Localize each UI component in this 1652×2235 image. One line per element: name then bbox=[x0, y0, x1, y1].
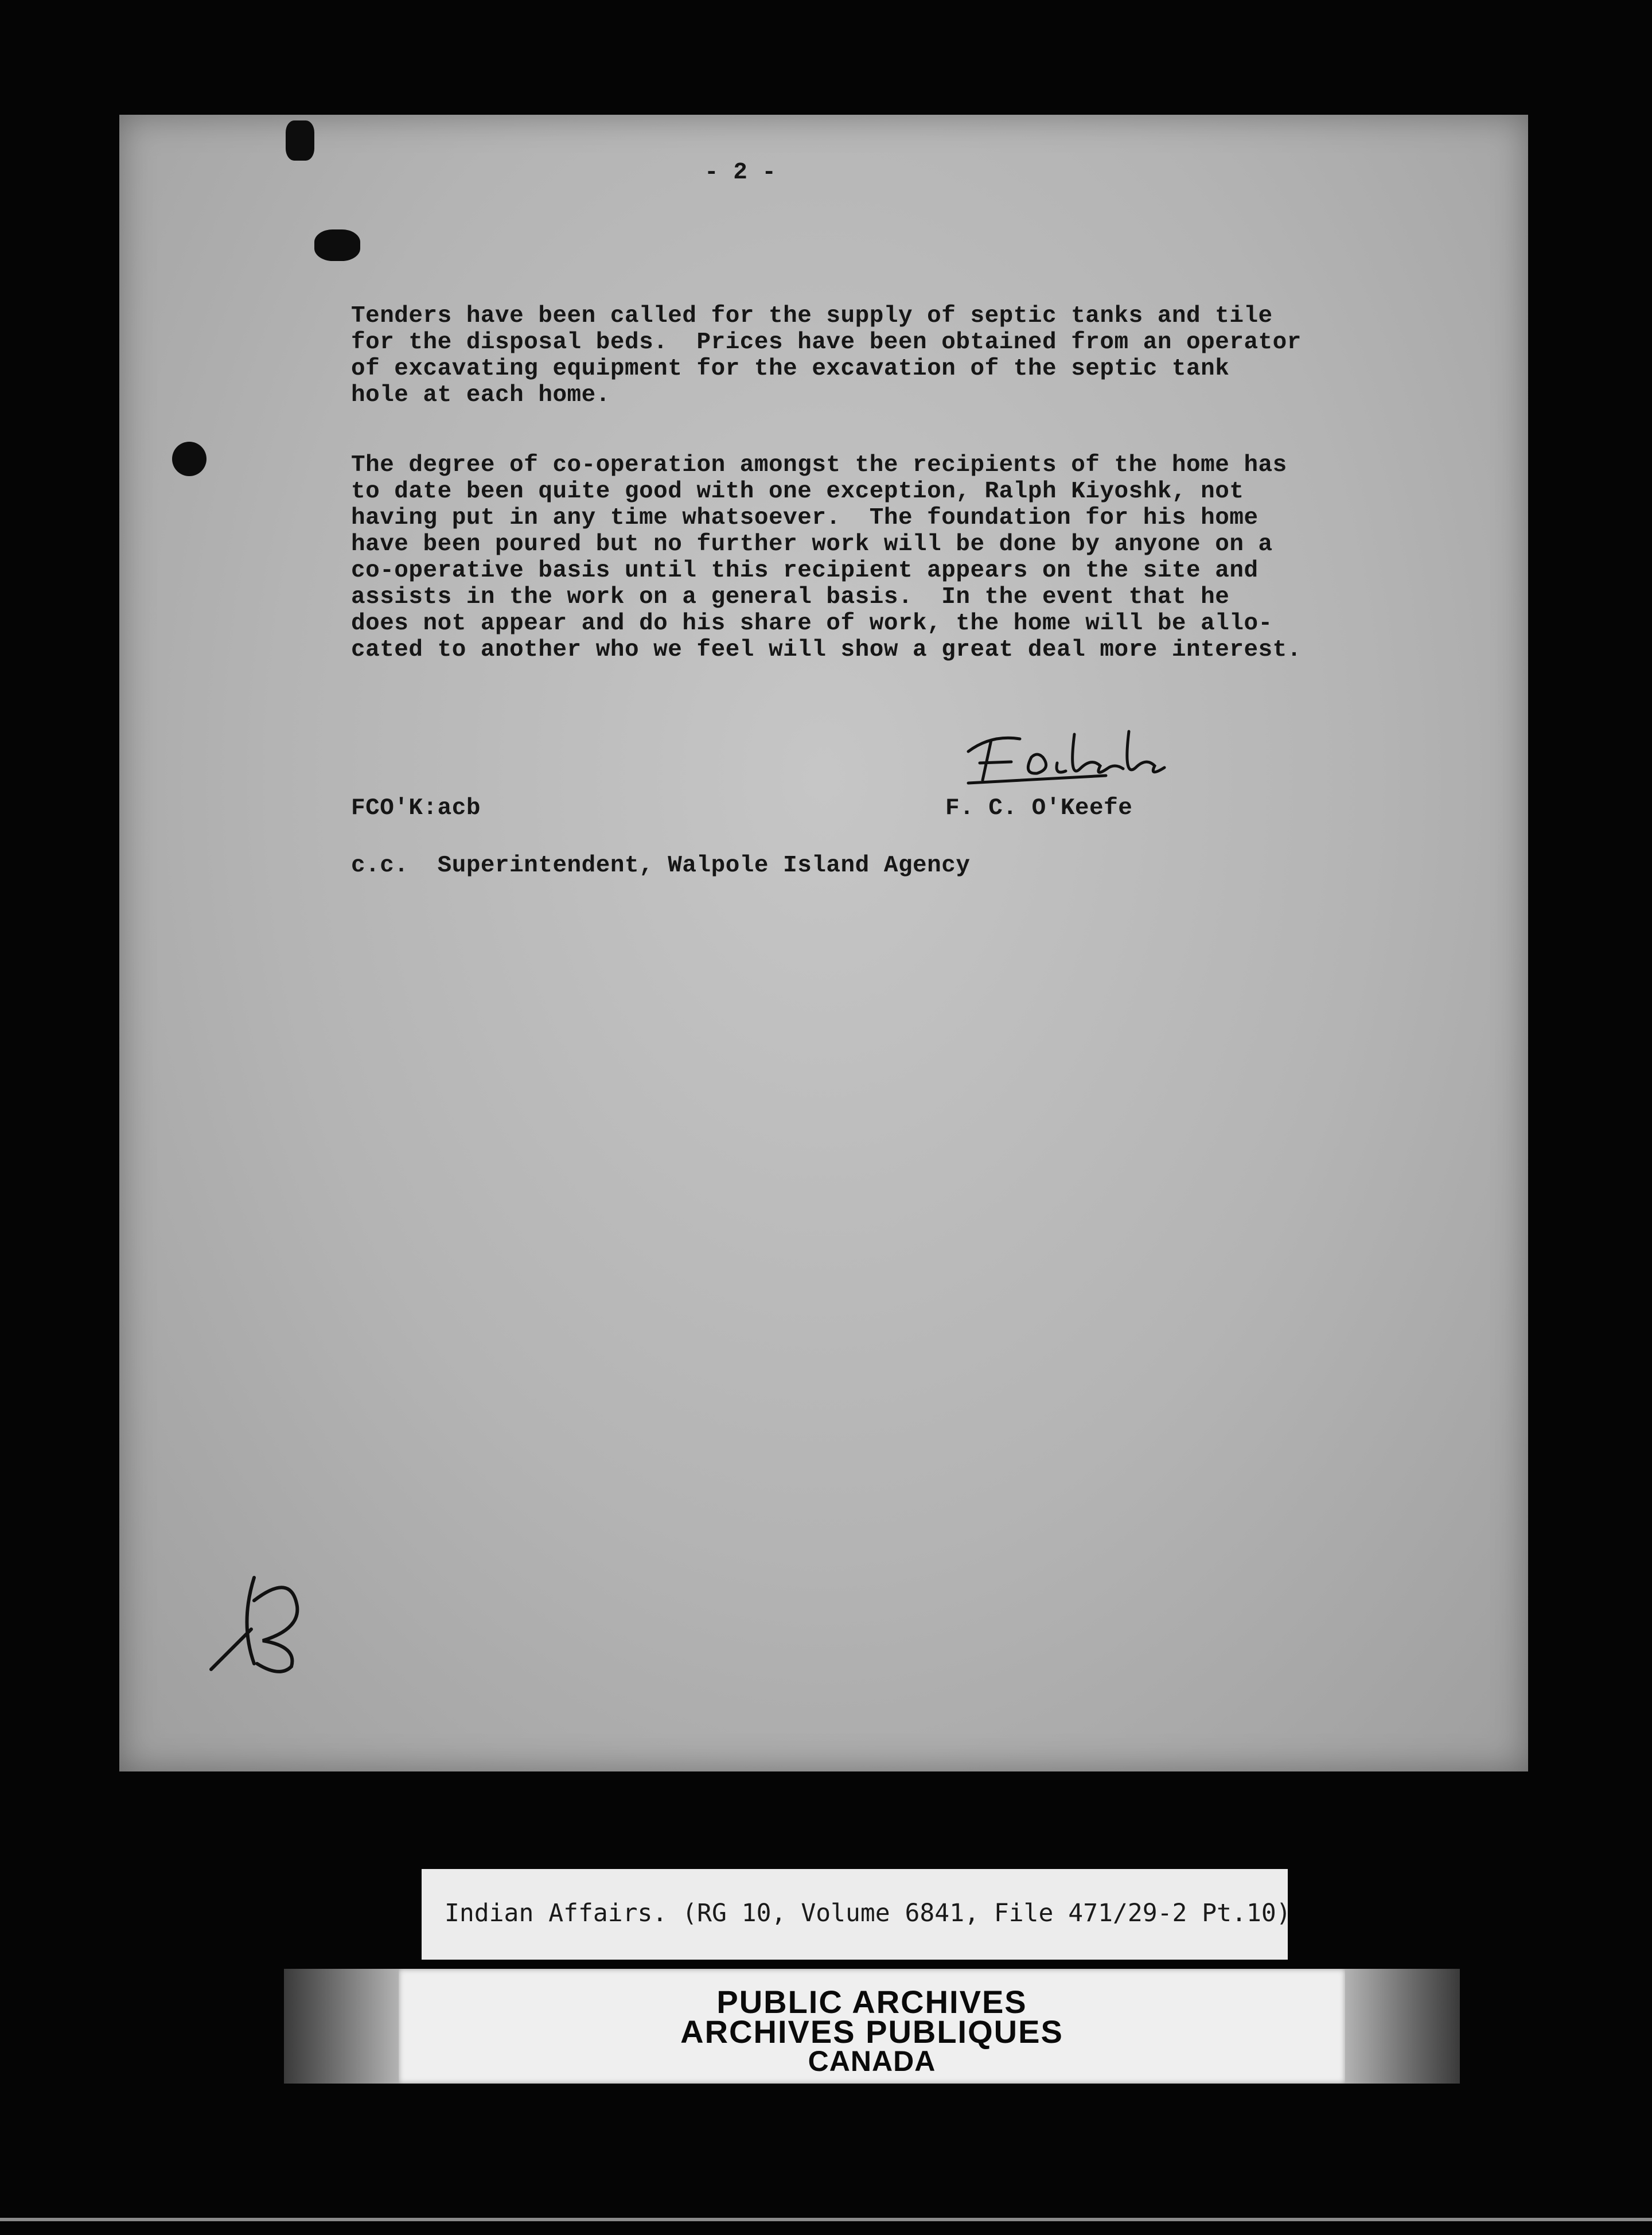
archive-stamp-band bbox=[284, 1969, 1460, 2084]
archive-citation-label bbox=[422, 1869, 1291, 1960]
ink-blot-corner bbox=[314, 229, 360, 261]
stamp-line-french: ARCHIVES PUBLIQUES bbox=[680, 2014, 1063, 2050]
stamp-line-country: CANADA bbox=[808, 2045, 936, 2077]
cc-line: c.c. Superintendent, Walpole Island Agency bbox=[351, 852, 971, 879]
paragraph-cooperation: The degree of co-operation amongst the recipients of the home has to date been quite good with one exception, Ralph Kiyoshk, not having put in any time whatsoever. The foundation for his home have been poured but no further work will be done by anyone on a co-operative basis until this recipient appears on the site and assists in the work on a general basis. In the event that he does not appear and do his share of work, the home will be allo- cated to another who we feel will show a great deal more interest. bbox=[351, 452, 1302, 663]
punch-hole-mark bbox=[172, 442, 206, 476]
page-number: - 2 - bbox=[704, 159, 777, 186]
archive-stamp bbox=[399, 1969, 1345, 2084]
paragraph-tenders: Tenders have been called for the supply of septic tanks and tile for the disposal beds. Prices have been obtained from an operator of excavating equipment for the excavation of the septic tank hole at each home. bbox=[351, 303, 1302, 408]
stamp-line-english: PUBLIC ARCHIVES bbox=[716, 1984, 1027, 2020]
ink-blot-top bbox=[286, 120, 314, 161]
handwritten-initials-mark bbox=[200, 1566, 332, 1675]
reference-initials: FCO'K:acb bbox=[351, 795, 481, 821]
document-page bbox=[119, 115, 1528, 1771]
film-edge-rule bbox=[0, 2218, 1652, 2221]
handwritten-signature bbox=[957, 711, 1186, 797]
signer-name: F. C. O'Keefe bbox=[945, 795, 1133, 821]
archive-citation: Indian Affairs. (RG 10, Volume 6841, File 471/29-2 Pt.10) bbox=[445, 1899, 1291, 1928]
